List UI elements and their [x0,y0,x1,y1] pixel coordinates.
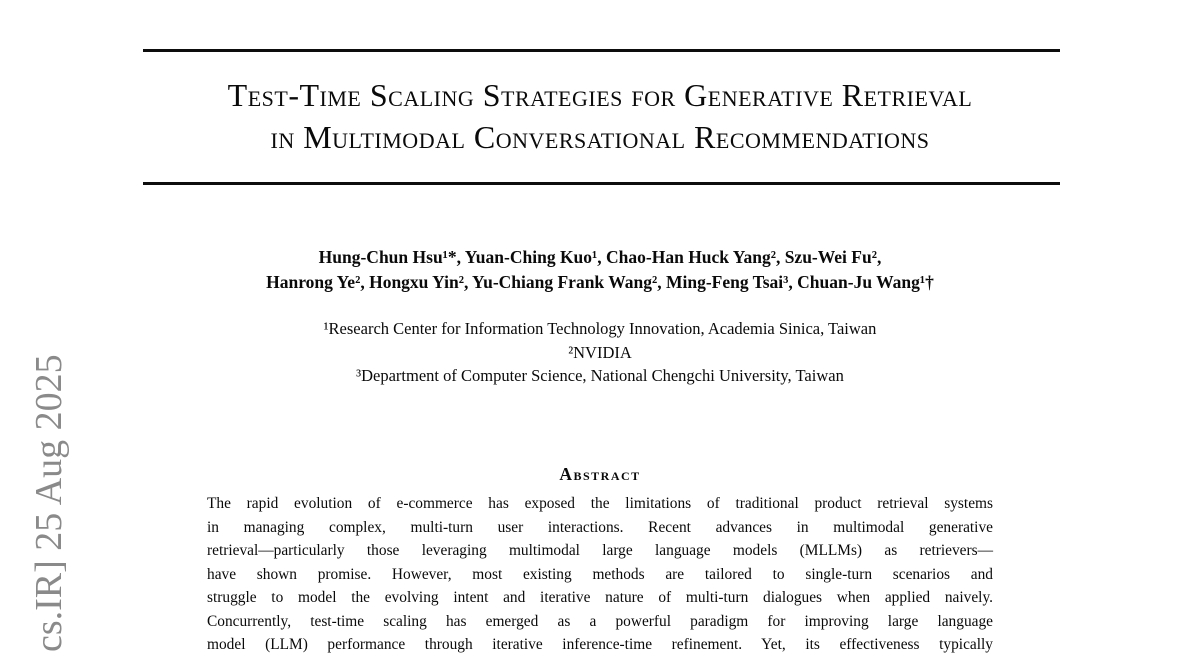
title-rule-bottom [143,182,1060,185]
paper-title [0,74,1200,158]
title-rule-top [143,49,1060,52]
affiliation-3: ³Department of Computer Science, National Chengchi University, Taiwan [356,366,844,385]
abstract-line-5: struggle to model the evolving intent and iterative nature of multi-turn dialogues when applied naively. [207,589,993,606]
author-line-2: Hanrong Ye², Hongxu Yin², Yu-Chiang Frank Wang², Ming-Feng Tsai³, Chuan-Ju Wang¹† [266,272,934,292]
arxiv-stamp: cs.IR] 25 Aug 2025 [28,354,70,652]
affiliation-1: ¹Research Center for Information Technology Innovation, Academia Sinica, Taiwan [323,319,877,338]
paper-title-line-1: Test-Time Scaling Strategies for Generative Retrieval [227,77,973,113]
abstract-line-3: retrieval—particularly those leveraging multimodal large language models (MLLMs) as retrievers— [207,542,993,559]
abstract-line-4: have shown promise. However, most existing methods are tailored to single-turn scenarios and [207,565,993,583]
author-list [0,245,1200,295]
affiliation-list [0,317,1200,388]
abstract-body [207,492,993,657]
paper-title-line-2: in Multimodal Conversational Recommendations [270,119,930,155]
abstract-line-2: in managing complex, multi-turn user interactions. Recent advances in multimodal generative [207,518,993,536]
author-line-1: Hung-Chun Hsu¹*, Yuan-Ching Kuo¹, Chao-Han Huck Yang², Szu-Wei Fu², [318,247,882,267]
affiliation-2: ²NVIDIA [568,342,632,362]
abstract-line-1: The rapid evolution of e-commerce has exposed the limitations of traditional product retrieval systems [207,495,993,512]
abstract-line-6: Concurrently, test-time scaling has emerged as a powerful paradigm for improving large language [207,612,993,630]
abstract-heading: Abstract [559,464,641,484]
abstract-line-7: model (LLM) performance through iterative inference-time refinement. Yet, its effectiveness typically [207,636,993,653]
